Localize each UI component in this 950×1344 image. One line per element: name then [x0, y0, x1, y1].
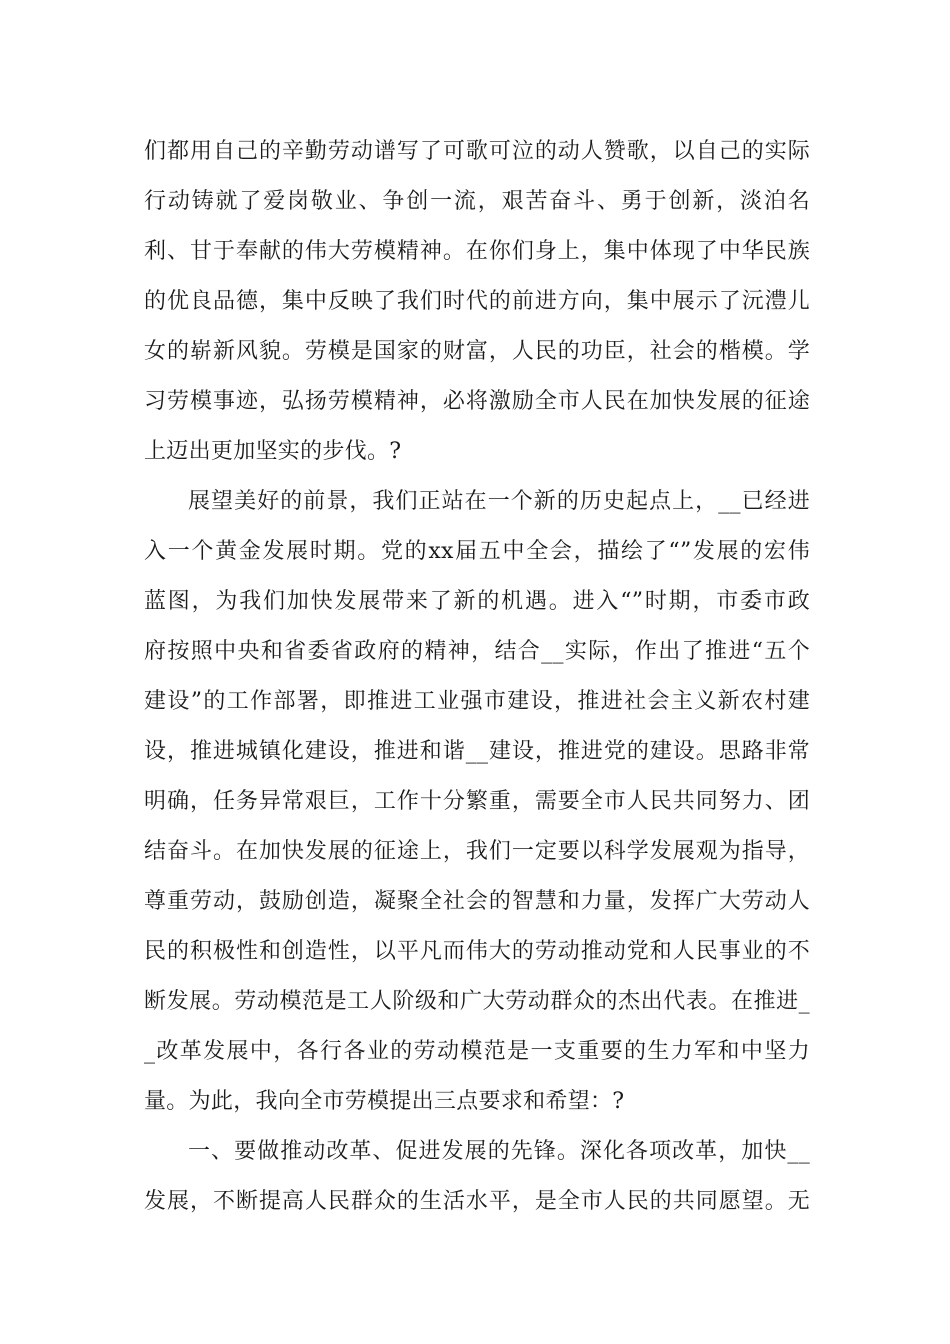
text-line: 利、甘于奉献的伟大劳模精神。在你们身上，集中体现了中华民族	[144, 239, 810, 264]
text-line: 们都用自己的辛勤劳动谱写了可歌可泣的动人赞歌，以自己的实际	[144, 139, 810, 164]
text-line: 行动铸就了爱岗敬业、争创一流，艰苦奋斗、勇于创新，淡泊名	[144, 189, 810, 214]
text-line: 入一个黄金发展时期。党的xx届五中全会，描绘了“”发展的宏伟	[144, 539, 810, 564]
text-line: 女的崭新风貌。劳模是国家的财富，人民的功臣，社会的楷模。学	[144, 339, 810, 364]
text-line: 发展，不断提高人民群众的生活水平，是全市人民的共同愿望。无	[144, 1189, 810, 1214]
paragraph-1	[144, 127, 810, 477]
text-line: 建设”的工作部署，即推进工业强市建设，推进社会主义新农村建	[144, 689, 810, 714]
text-line: 上迈出更加坚实的步伐。?	[144, 439, 402, 464]
text-line: 设，推进城镇化建设，推进和谐__建设，推进党的建设。思路非常	[144, 739, 810, 764]
text-line: 习劳模事迹，弘扬劳模精神，必将激励全市人民在加快发展的征途	[144, 389, 810, 414]
text-line: 断发展。劳动模范是工人阶级和广大劳动群众的杰出代表。在推进_	[144, 989, 810, 1014]
text-line: 民的积极性和创造性，以平凡而伟大的劳动推动党和人民事业的不	[144, 939, 810, 964]
text-line: 展望美好的前景，我们正站在一个新的历史起点上，__已经进	[188, 489, 810, 514]
text-line: 府按照中央和省委省政府的精神，结合__实际，作出了推进“五个	[144, 639, 810, 664]
text-line: 尊重劳动，鼓励创造，凝聚全社会的智慧和力量，发挥广大劳动人	[144, 889, 810, 914]
document-body	[144, 127, 810, 1227]
paragraph-3	[144, 1127, 810, 1227]
text-line: 量。为此，我向全市劳模提出三点要求和希望：?	[144, 1089, 625, 1114]
text-line: 结奋斗。在加快发展的征途上，我们一定要以科学发展观为指导，	[144, 839, 810, 864]
text-line: 一、要做推动改革、促进发展的先锋。深化各项改革，加快__	[188, 1139, 810, 1164]
text-line: 蓝图，为我们加快发展带来了新的机遇。进入“”时期，市委市政	[144, 589, 810, 614]
paragraph-2	[144, 477, 810, 1127]
text-line: 的优良品德，集中反映了我们时代的前进方向，集中展示了沅澧儿	[144, 289, 810, 314]
text-line: _改革发展中，各行各业的劳动模范是一支重要的生力军和中坚力	[144, 1039, 810, 1064]
text-line: 明确，任务异常艰巨，工作十分繁重，需要全市人民共同努力、团	[144, 789, 810, 814]
